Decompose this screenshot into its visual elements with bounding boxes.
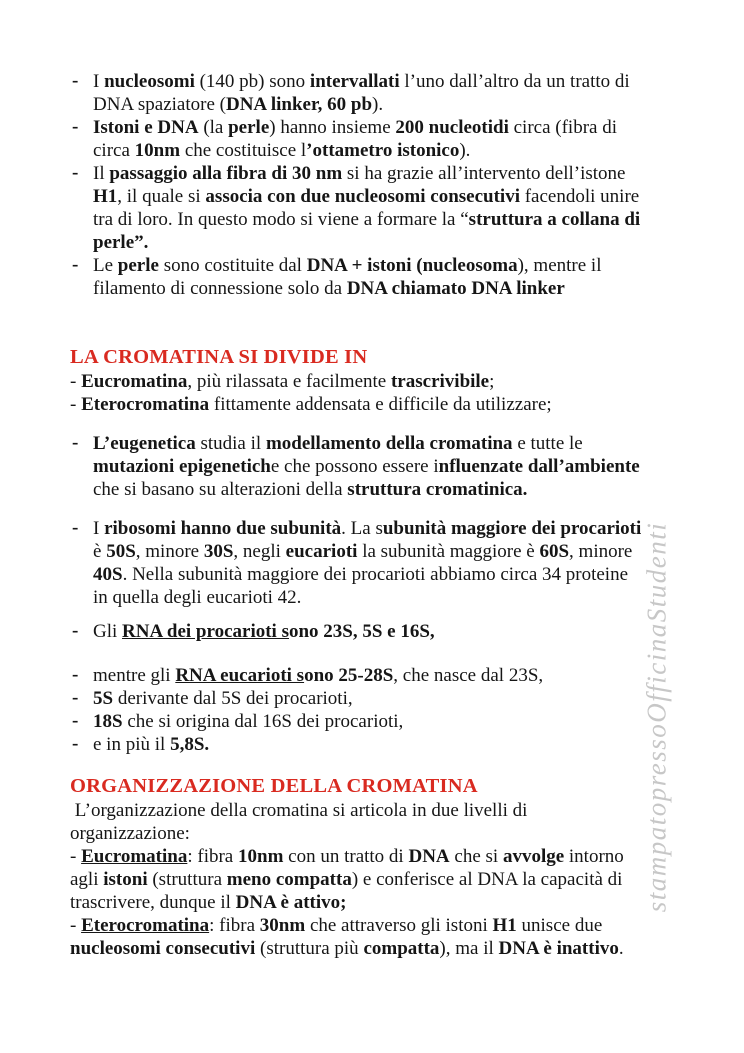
text-segment: , negli [233, 541, 286, 562]
text-segment: meno compatta [226, 869, 352, 890]
text-segment: Eterocromatina [81, 394, 210, 415]
text-segment: ). [372, 94, 384, 115]
section-heading: ORGANIZZAZIONE DELLA CROMATINA [70, 775, 478, 797]
text-segment: : fibra [187, 846, 238, 867]
text-segment: che si basano su alterazioni della [93, 479, 348, 500]
text-segment: DNA è attivo; [235, 892, 347, 913]
text-segment: . La s [341, 518, 383, 539]
text-line [70, 891, 684, 914]
text-segment: struttura a collana di [468, 209, 641, 230]
text-segment: che si origina dal 16S dei procarioti, [122, 711, 404, 732]
text-segment: intervallati [309, 71, 400, 92]
text-segment: RNA eucarioti s [175, 665, 305, 686]
bullet-list [70, 664, 684, 756]
bullet-dash: - [72, 687, 79, 708]
text-segment: ), ma il [439, 938, 499, 959]
text-segment: 200 nucleotidi [395, 117, 509, 138]
text-segment: ono 25-28S [304, 665, 394, 686]
list-item [70, 664, 684, 687]
text-segment: nfluenzate dall’ambiente [438, 456, 640, 477]
text-segment: - [70, 846, 82, 867]
text-segment: ribosomi hanno due subunità [104, 518, 342, 539]
text-segment: , minore [135, 541, 204, 562]
text-segment: ; [489, 371, 495, 392]
text-segment: 18S [93, 711, 123, 732]
text-segment: ), mentre il [517, 255, 602, 276]
text-segment: Il [93, 163, 110, 184]
bullet-list [70, 620, 684, 643]
text-segment: DNA [408, 846, 450, 867]
text-line [70, 799, 684, 822]
text-segment: DNA linker, 60 pb [225, 94, 373, 115]
text-line [93, 733, 684, 756]
text-line [93, 687, 684, 710]
text-segment: mentre gli [93, 665, 176, 686]
text-segment: L’organizzazione della cromatina si articola in due livelli di [70, 800, 528, 821]
text-segment: Eucromatina [81, 371, 188, 392]
text-segment: - [70, 394, 82, 415]
text-segment: Eterocromatina [81, 915, 210, 936]
text-segment: associa con due nucleosomi consecutivi [205, 186, 520, 207]
list-item [70, 116, 684, 162]
text-line [93, 93, 684, 116]
text-segment: la subunità maggiore è [357, 541, 540, 562]
text-segment: L’eugenetica [93, 433, 196, 454]
text-segment: filamento di connessione solo da [93, 278, 347, 299]
text-line [93, 540, 684, 563]
text-segment: (struttura più [255, 938, 364, 959]
text-segment: derivante dal 5S dei procarioti, [113, 688, 353, 709]
text-line [70, 393, 684, 416]
text-segment: 5,8S. [170, 734, 210, 755]
text-segment: tra di loro. In questo modo si viene a formare la “ [93, 209, 469, 230]
text-segment: (la [198, 117, 229, 138]
text-line [93, 208, 684, 231]
list-item [70, 687, 684, 710]
text-line [93, 254, 684, 277]
text-line [93, 231, 684, 254]
bullet-dash: - [72, 254, 79, 275]
text-segment: DNA chiamato DNA linker [346, 278, 565, 299]
text-line [93, 563, 684, 586]
text-line [93, 70, 684, 93]
text-segment: DNA spaziatore ( [93, 94, 226, 115]
text-segment: intorno [564, 846, 624, 867]
bullet-dash: - [72, 432, 79, 453]
text-segment: I [93, 518, 105, 539]
text-segment: è [93, 541, 107, 562]
text-segment: unisce due [516, 915, 603, 936]
list-item [70, 517, 684, 609]
text-segment: perle [117, 255, 159, 276]
text-segment: perle [228, 117, 270, 138]
bullet-dash: - [72, 70, 79, 91]
text-segment: 30nm [259, 915, 306, 936]
text-segment: struttura cromatinica. [347, 479, 528, 500]
text-line [93, 162, 684, 185]
text-segment: organizzazione: [70, 823, 190, 844]
text-segment: eucarioti [285, 541, 358, 562]
text-segment: in quella degli eucarioti 42. [93, 587, 302, 608]
text-segment: 30S [203, 541, 234, 562]
bullet-dash: - [72, 517, 79, 538]
spacer [70, 501, 684, 517]
text-segment: Gli [93, 621, 123, 642]
text-line [93, 139, 684, 162]
text-segment: 5S [93, 688, 114, 709]
text-segment: Istoni e DNA [93, 117, 199, 138]
text-line [70, 914, 684, 937]
text-line [70, 937, 684, 960]
text-segment: : fibra [209, 915, 260, 936]
text-segment: Eucromatina [81, 846, 188, 867]
text-segment: modellamento della cromatina [265, 433, 513, 454]
text-segment: passaggio alla fibra di 30 nm [109, 163, 343, 184]
text-segment: studia il [195, 433, 266, 454]
text-segment: 40S [93, 564, 123, 585]
text-segment: , minore [569, 541, 633, 562]
text-segment: DNA + istoni (nucleosoma [306, 255, 518, 276]
text-segment: perle”. [93, 232, 149, 253]
text-segment: ubunità maggiore dei procarioti [382, 518, 642, 539]
text-line [70, 845, 684, 868]
spacer [70, 416, 684, 432]
text-line [93, 277, 684, 300]
text-line [93, 116, 684, 139]
bullet-list [70, 70, 684, 300]
bullet-dash: - [72, 664, 79, 685]
text-segment: . Nella subunità maggiore dei procarioti abbiamo circa 34 proteine [122, 564, 629, 585]
text-segment: 10nm [134, 140, 181, 161]
text-segment: che si [449, 846, 503, 867]
list-item [70, 620, 684, 643]
text-segment: 50S [106, 541, 136, 562]
text-segment: con un tratto di [283, 846, 409, 867]
list-item [70, 254, 684, 300]
text-segment: nucleosomi consecutivi [70, 938, 256, 959]
text-segment: ) e conferisce al DNA la capacità di [351, 869, 623, 890]
list-item [70, 162, 684, 254]
text-line [70, 822, 684, 845]
text-segment: avvolge [502, 846, 565, 867]
spacer [70, 300, 684, 344]
text-segment: , il quale si [117, 186, 206, 207]
text-segment: ). [459, 140, 471, 161]
text-segment: e che possono essere i [270, 456, 439, 477]
list-item [70, 70, 684, 116]
section-heading: LA CROMATINA SI DIVIDE IN [70, 346, 368, 368]
text-segment: che attraverso gli istoni [305, 915, 493, 936]
text-segment: e tutte le [512, 433, 583, 454]
text-segment: Le [93, 255, 118, 276]
watermark: stampatopressoOfficinaStudenti [641, 521, 672, 913]
text-segment: trascrivibile [390, 371, 490, 392]
spacer [70, 756, 684, 773]
bullet-dash: - [72, 116, 79, 137]
text-line [93, 455, 684, 478]
text-segment: , che nasce dal 23S, [393, 665, 544, 686]
spacer [70, 609, 684, 620]
bullet-dash: - [72, 620, 79, 641]
text-segment: si ha grazie all’intervento dell’istone [342, 163, 626, 184]
text-segment: ) hanno insieme [269, 117, 396, 138]
text-segment: H1 [492, 915, 517, 936]
text-segment: - [70, 915, 82, 936]
text-segment: e in più il [93, 734, 171, 755]
text-segment: sono costituite dal [158, 255, 307, 276]
text-segment: agli [70, 869, 104, 890]
document-body [70, 70, 684, 960]
text-segment: fittamente addensata e difficile da utilizzare; [209, 394, 552, 415]
bullet-list [70, 432, 684, 501]
paragraph [70, 799, 684, 960]
spacer [70, 643, 684, 664]
bullet-dash: - [72, 710, 79, 731]
text-segment: . [618, 938, 624, 959]
text-line [93, 478, 684, 501]
text-segment: DNA è inattivo [498, 938, 619, 959]
text-segment: trascrivere, dunque il [70, 892, 236, 913]
bullet-dash: - [72, 162, 79, 183]
text-line [93, 664, 684, 687]
list-item [70, 733, 684, 756]
text-segment: istoni [103, 869, 148, 890]
text-line [93, 517, 684, 540]
text-line [93, 710, 684, 733]
text-line [93, 185, 684, 208]
text-segment: facendoli unire [519, 186, 640, 207]
text-line [70, 868, 684, 891]
text-segment: circa [93, 140, 135, 161]
text-segment: I [93, 71, 105, 92]
text-segment: mutazioni epigenetich [93, 456, 271, 477]
text-segment: ono 23S, 5S e 16S, [288, 621, 435, 642]
text-segment: nucleosomi [104, 71, 195, 92]
bullet-dash: - [72, 733, 79, 754]
text-segment: compatta [363, 938, 440, 959]
text-segment: ’ottametro istonico [306, 140, 460, 161]
text-segment: 10nm [238, 846, 284, 867]
text-line [93, 586, 684, 609]
text-segment: circa (fibra di [508, 117, 617, 138]
text-line [70, 370, 684, 393]
text-line [93, 620, 684, 643]
bullet-list [70, 517, 684, 609]
text-segment: - [70, 371, 82, 392]
text-segment: , più rilassata e facilmente [187, 371, 391, 392]
text-segment: (140 pb) sono [194, 71, 310, 92]
list-item [70, 432, 684, 501]
paragraph [70, 370, 684, 416]
text-segment: l’uno dall’altro da un tratto di [399, 71, 630, 92]
text-segment: H1 [93, 186, 118, 207]
text-segment: che costituisce l [180, 140, 307, 161]
list-item [70, 710, 684, 733]
text-segment: 60S [539, 541, 570, 562]
text-segment: (struttura [147, 869, 227, 890]
text-line [93, 432, 684, 455]
text-segment: RNA dei procarioti s [122, 621, 289, 642]
